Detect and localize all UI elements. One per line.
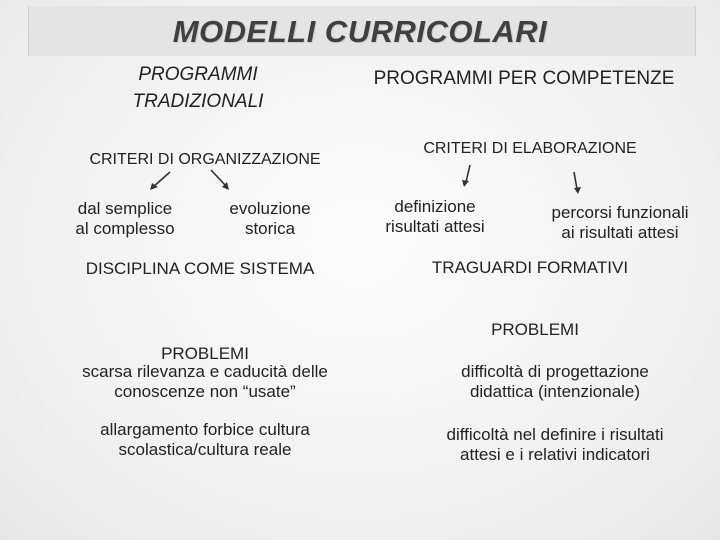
right-item-2-line-1: percorsi funzionali <box>551 203 689 222</box>
left-system: DISCIPLINA COME SISTEMA <box>85 259 315 278</box>
left-problem-1-line-2: conoscenze non “usate” <box>114 382 296 402</box>
left-arrow-1 <box>148 170 174 192</box>
left-problem-2-line-2: scolastica/cultura reale <box>118 440 292 460</box>
left-heading-line-1: PROGRAMMI <box>138 64 258 85</box>
left-problem-2-line-1: allargamento forbice cultura <box>100 420 310 439</box>
left-item-1-line-2: al complesso <box>75 219 175 239</box>
left-problem-1 <box>40 362 370 403</box>
left-item-2-line-2: storica <box>244 219 296 239</box>
right-item-1-line-2: risultati attesi <box>385 217 485 237</box>
left-problems-label: PROBLEMI <box>161 344 249 363</box>
right-heading: PROGRAMMI PER COMPETENZE <box>373 68 675 89</box>
left-problem-2 <box>45 420 365 461</box>
right-problem-1-line-2: didattica (intenzionale) <box>469 382 641 402</box>
left-item-2 <box>200 199 340 240</box>
right-system: TRAGUARDI FORMATIVI <box>431 258 629 277</box>
right-problems-label: PROBLEMI <box>491 320 579 339</box>
right-problem-2-line-1: difficoltà nel definire i risultati <box>446 425 664 444</box>
left-heading-line-2: TRADIZIONALI <box>132 90 264 112</box>
right-problem-1 <box>410 362 700 403</box>
right-problem-1-line-1: difficoltà di progettazione <box>461 362 649 381</box>
right-criteria: CRITERI DI ELABORAZIONE <box>423 140 637 157</box>
right-item-1-line-1: definizione <box>394 197 476 216</box>
right-item-1 <box>360 197 510 238</box>
right-arrow-1 <box>461 163 475 189</box>
slide-title: MODELLI CURRICOLARI <box>172 14 548 49</box>
left-item-1 <box>50 199 200 240</box>
left-problem-1-line-1: scarsa rilevanza e caducità delle <box>82 362 328 381</box>
right-problem-2-line-2: attesi e i relativi indicatori <box>460 445 650 465</box>
left-item-2-line-1: evoluzione <box>229 199 311 218</box>
right-arrow-2 <box>570 170 584 196</box>
left-item-1-line-1: dal semplice <box>77 199 173 218</box>
left-criteria: CRITERI DI ORGANIZZAZIONE <box>89 151 321 168</box>
right-problem-2 <box>400 425 710 466</box>
left-arrow-2 <box>208 168 232 192</box>
right-item-2-line-2: ai risultati attesi <box>561 223 679 243</box>
left-heading <box>98 64 298 114</box>
right-item-2 <box>525 203 715 244</box>
